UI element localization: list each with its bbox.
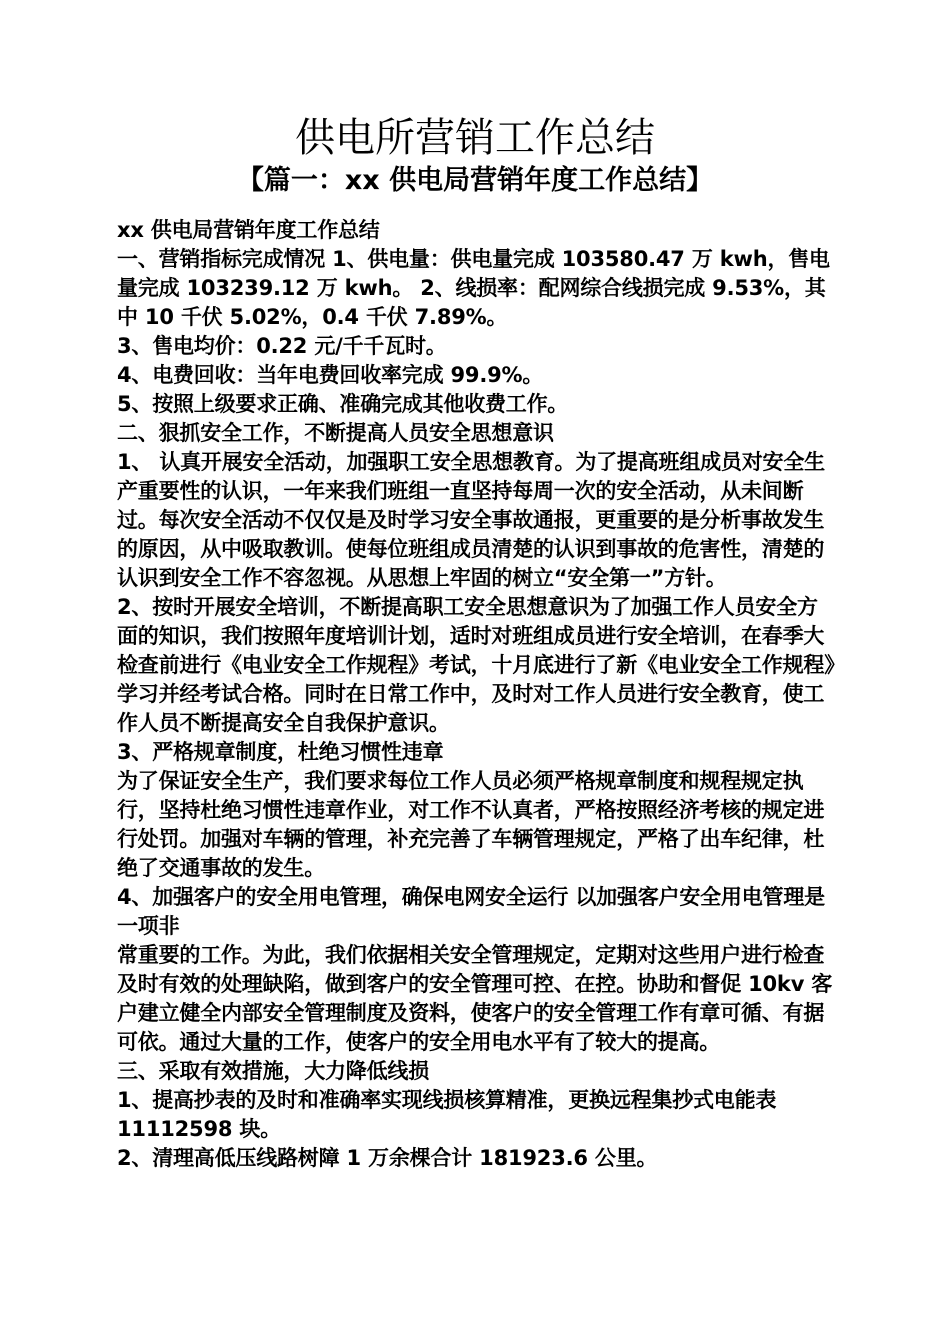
paragraph: 2、清理高低压线路树障 1 万余棵合计 181923.6 公里。: [117, 1146, 658, 1170]
paragraph: 4、加强客户的安全用电管理，确保电网安全运行 以加强客户安全用电管理是一项非: [117, 885, 825, 938]
paragraph: 1、 认真开展安全活动，加强职工安全思想教育。为了提高班组成员对安全生产重要性的认识，一年来我们班组一直坚持每周一次的安全活动，从未间断过。每次安全活动不仅仅是及时学习安全事故通报，更重要的是分析事故发生的原因，从中吸取教训。使每位班组成员清楚的认识到事故的危害性，清楚的认识到安全工作不容忽视。从思想上牢固的树立“安全第一”方针。: [117, 450, 825, 590]
paragraph: 常重要的工作。为此，我们依据相关安全管理规定，定期对这些用户进行检查及时有效的处理缺陷，做到客户的安全管理可控、在控。协助和督促 10kv 客户建立健全内部安全管理制度及资料，使客户的安全管理工作有章可循、有据可依。通过大量的工作，使客户的安全用电水平有了较大的提高。: [117, 943, 833, 1054]
paragraph: 4、电费回收：当年电费回收率完成 99.9%。: [117, 363, 544, 387]
paragraph: 2、按时开展安全培训，不断提高职工安全思想意识为了加强工作人员安全方面的知识，我们按照年度培训计划，适时对班组成员进行安全培训，在春季大检查前进行《电业安全工作规程》考试，十月底进行了新《电业安全工作规程》学习并经考试合格。同时在日常工作中，及时对工作人员进行安全教育，使工作人员不断提高安全自我保护意识。: [117, 595, 835, 735]
paragraph: 3、严格规章制度，杜绝习惯性违章: [117, 740, 444, 764]
paragraph: 一、营销指标完成情况 1、供电量：供电量完成 103580.47 万 kwh，售电量完成 103239.12 万 kwh。 2、线损率：配网综合线损完成 9.53%，其中 10 千伏 5.02%，0.4 千伏 7.89%。: [117, 247, 830, 329]
paragraph: 3、售电均价：0.22 元/千千瓦时。: [117, 334, 447, 358]
paragraph: 为了保证安全生产，我们要求每位工作人员必须严格规章制度和规程规定执行，坚持杜绝习惯性违章作业，对工作不认真者，严格按照经济考核的规定进行处罚。加强对车辆的管理，补充完善了车辆管理规定，严格了出车纪律，杜绝了交通事故的发生。: [117, 769, 825, 880]
paragraph: xx 供电局营销年度工作总结: [117, 218, 380, 242]
document-body: [117, 216, 835, 1173]
document-title: 供电所营销工作总结: [295, 115, 655, 161]
paragraph: 5、按照上级要求正确、准确完成其他收费工作。: [117, 392, 569, 416]
section-heading: 二、狠抓安全工作，不断提高人员安全思想意识: [117, 421, 554, 445]
paragraph: 1、提高抄表的及时和准确率实现线损核算精准，更换远程集抄式电能表 11112598 块。: [117, 1088, 777, 1141]
document-subtitle: 【篇一：xx 供电局营销年度工作总结】: [236, 165, 714, 196]
section-heading: 三、采取有效措施，大力降低线损: [117, 1059, 429, 1083]
